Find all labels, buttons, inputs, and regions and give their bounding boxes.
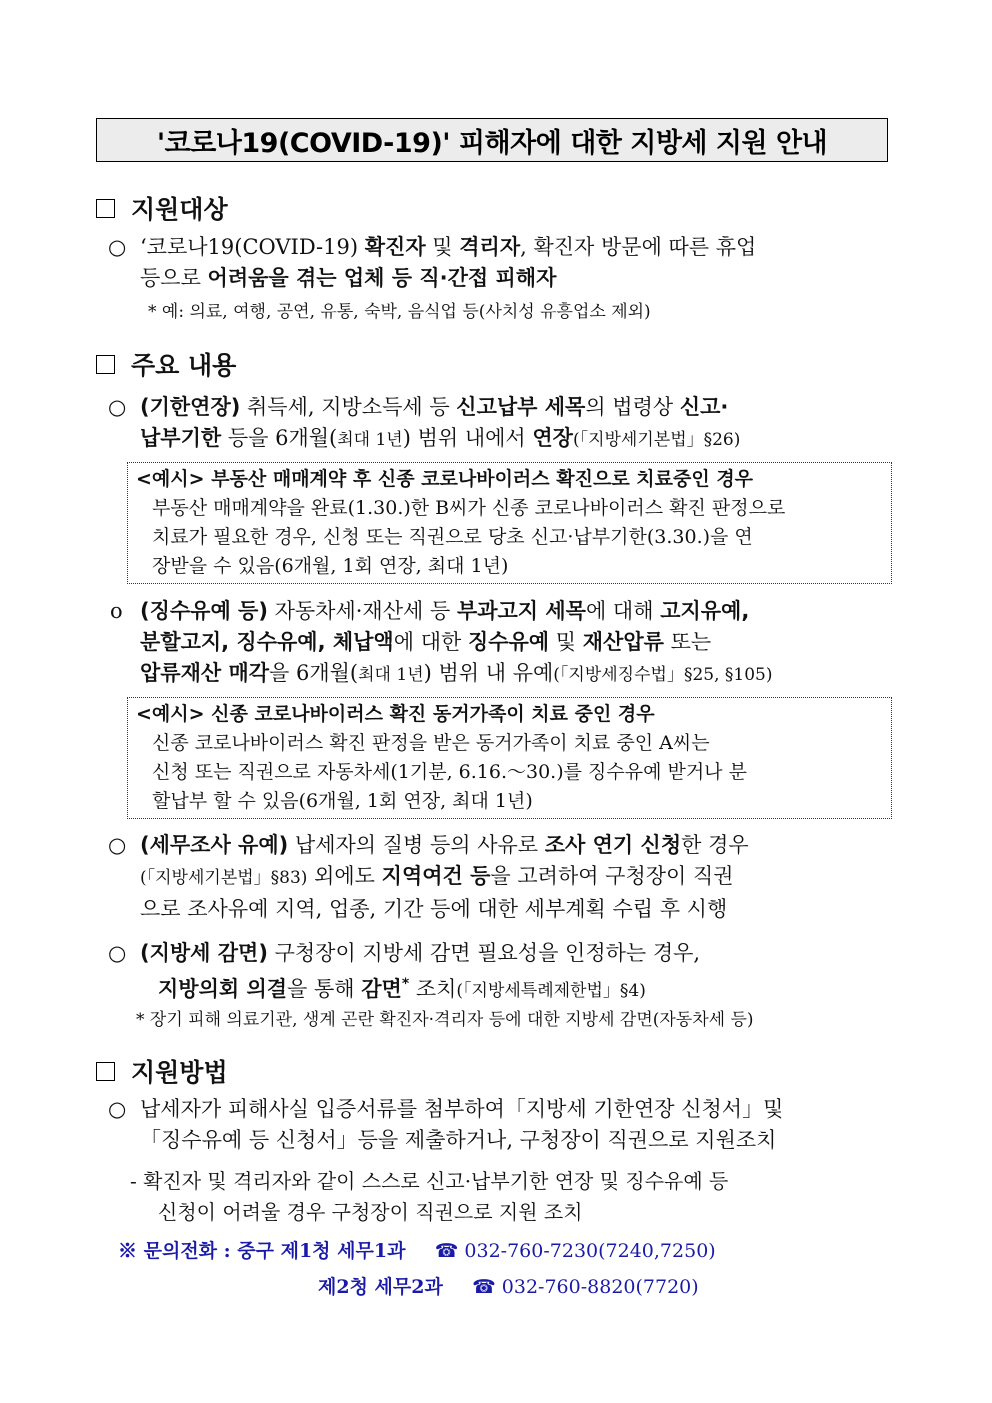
- deferral-line-3: 압류재산 매각을 6개월(최대 1년) 범위 내 유예(「지방세징수법」§25, §105): [140, 661, 773, 685]
- example-line: 신청 또는 직권으로 자동차세(1기분, 6.16.～30.)를 징수유예 받거나 분: [152, 761, 747, 783]
- circle-bullet-icon: ○: [108, 235, 127, 259]
- section-content: [96, 346, 236, 382]
- deferral-line-1: (징수유예 등) 자동차세·재산세 등 부과고지 세목에 대해 고지유예,: [140, 599, 750, 623]
- contact-label: ※ 문의전화 : 중구 제1청 세무1과: [118, 1240, 406, 1262]
- title-box: [96, 118, 888, 162]
- section-title: 지원대상: [131, 195, 228, 224]
- section-method: [96, 1053, 228, 1089]
- reduction-line-1: (지방세 감면) 구청장이 지방세 감면 필요성을 인정하는 경우,: [140, 941, 701, 965]
- phone-2: ☎ 032-760-8820(7720): [472, 1276, 699, 1298]
- contact-line-1: [118, 1236, 716, 1263]
- target-item: [108, 232, 900, 294]
- reduction-line-2: 지방의회 의결을 통해 감면* 조치(「지방세특례제한법」§4): [158, 976, 646, 1001]
- square-icon: [96, 355, 115, 374]
- example-line: 할납부 할 수 있음(6개월, 1회 연장, 최대 1년): [152, 790, 533, 812]
- section-target: [96, 190, 228, 226]
- method-sub-line-2: 신청이 어려울 경우 구청장이 직권으로 지원 조치: [158, 1200, 583, 1224]
- contact-line-2: [318, 1272, 699, 1299]
- method-line-1: 납세자가 피해사실 입증서류를 첨부하여「지방세 기한연장 신청서」및: [140, 1097, 784, 1121]
- circle-bullet-icon: ○: [108, 833, 127, 857]
- section-title: 주요 내용: [131, 351, 237, 380]
- section-title: 지원방법: [131, 1058, 228, 1087]
- reduction-item: [108, 938, 900, 1007]
- extension-item: [108, 392, 900, 456]
- audit-line-1: (세무조사 유예) 납세자의 질병 등의 사유로 조사 연기 신청한 경우: [140, 833, 749, 857]
- example-line: 부동산 매매계약을 완료(1.30.)한 B씨가 신종 코로나바이러스 확진 판정으로: [152, 497, 786, 519]
- extension-line-2: 납부기한 등을 6개월(최대 1년) 범위 내에서 연장(「지방세기본법」§26): [140, 426, 741, 450]
- example-box-1: [127, 462, 892, 584]
- method-item: [108, 1094, 900, 1156]
- example-line: 장받을 수 있음(6개월, 1회 연장, 최대 1년): [152, 555, 509, 577]
- target-line-2: 등으로 어려움을 겪는 업체 등 직·간접 피해자: [140, 266, 557, 290]
- circle-bullet-icon: o: [110, 599, 123, 623]
- circle-bullet-icon: ○: [108, 1097, 127, 1121]
- example-line: 치료가 필요한 경우, 신청 또는 직권으로 당초 신고·납부기한(3.30.)을 연: [152, 526, 753, 548]
- method-sub-line-1: - 확진자 및 격리자와 같이 스스로 신고·납부기한 연장 및 징수유예 등: [130, 1169, 729, 1193]
- circle-bullet-icon: ○: [108, 941, 127, 965]
- reduction-note: * 장기 피해 의료기관, 생계 곤란 확진자·격리자 등에 대한 지방세 감면(자동차세 등): [136, 1010, 754, 1030]
- example-line: 신종 코로나바이러스 확진 판정을 받은 동거가족이 치료 중인 A씨는: [152, 732, 710, 754]
- deferral-line-2: 분할고지, 징수유예, 체납액에 대한 징수유예 및 재산압류 또는: [140, 630, 712, 654]
- example-heading: <예시> 신종 코로나바이러스 확진 동거가족이 치료 중인 경우: [136, 703, 655, 725]
- example-box-2: [127, 697, 892, 819]
- page-title: '코로나19(COVID-19)' 피해자에 대한 지방세 지원 안내: [156, 127, 828, 159]
- audit-line-3: 으로 조사유예 지역, 업종, 기간 등에 대한 세부계획 수립 후 시행: [140, 897, 728, 921]
- audit-item: [108, 830, 900, 925]
- square-icon: [96, 199, 115, 218]
- example-heading: <예시> 부동산 매매계약 후 신종 코로나바이러스 확진으로 치료중인 경우: [136, 468, 754, 490]
- phone-1: ☎ 032-760-7230(7240,7250): [434, 1240, 716, 1262]
- contact-label-2: 제2청 세무2과: [318, 1276, 443, 1298]
- extension-line-1: (기한연장) 취득세, 지방소득세 등 신고납부 세목의 법령상 신고·: [140, 395, 729, 419]
- target-note: * 예: 의료, 여행, 공연, 유통, 숙박, 음식업 등(사치성 유흥업소 제외): [148, 302, 651, 322]
- method-line-2: 「징수유예 등 신청서」등을 제출하거나, 구청장이 직권으로 지원조치: [140, 1128, 777, 1152]
- circle-bullet-icon: ○: [108, 395, 127, 419]
- target-line-1: ‘코로나19(COVID-19) 확진자 및 격리자, 확진자 방문에 따른 휴업: [140, 235, 757, 259]
- audit-line-2: (「지방세기본법」§83) 외에도 지역여건 등을 고려하여 구청장이 직권: [140, 864, 734, 888]
- square-icon: [96, 1062, 115, 1081]
- deferral-item: [108, 596, 900, 691]
